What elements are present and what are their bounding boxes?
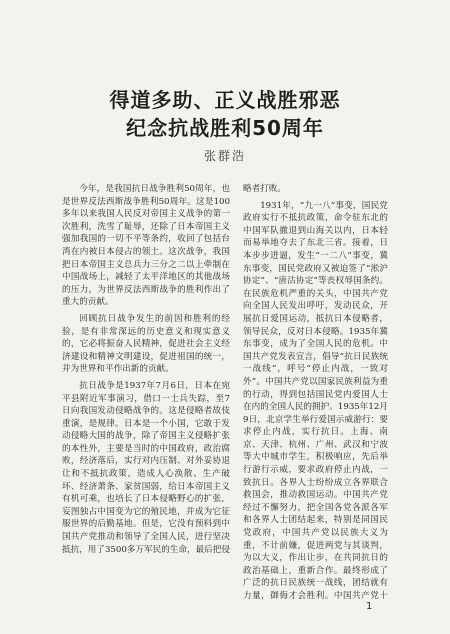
left-column — [62, 183, 230, 603]
paragraph: 抗日战争是1937年7月6日，日本在宛平县附近军事演习，借口一士兵失踪，至7日向我国发动侵略战争的。这是侵略者故伎重演，是规律。日本是一个小国，它敢于发动侵略大国的战争，除了帝国主义侵略扩张的本性外，主要是当时的中国政府，政治腐败，经济落后，实行对内压制、对外妥协退让和不抵抗政策，造成人心涣散、生产破坏、经济萧条、家贫国弱，给日本帝国主义有机可乘，也培长了日本侵略野心的扩张，妄图独占中国变为它的殖民地，并成为它征服世界的后勤基地。但是，它没有预料到中国共产党推动和领导了全国人民，进行坚决抵抗，用了3500多万军民的生命，最后把侵 — [62, 380, 230, 555]
paragraph: 1931年，“九一八”事变，国民党政府实行不抵抗政策，命令驻东北的中国军队撤退到山海关以内，日本轻而易举地夺去了东北三省。接着，日本步步进逼，发生“一二八”事变，冀东事变，国民党政府又被迫签了“淞沪协定”、“唐沽协定”等丧权辱国条约。在民族危机严重的关头，中国共产党向全国人民发出呼吁，发动民众，开展抗日爱国运动，抵抗日本侵略者，领导民众，反对日本侵略。1935年冀东事变，成为了全国人民的危机。中国共产党发表宣言，倡导“抗日民族统一战线”，呼号“停止内战，一致对外”。中国共产党以国家民族利益为重的行动，得到包括国民党内爱国人士在内的全国人民的拥护。1935年12月9日，北京学生举行爱国示威游行：要求停止内战，实行抗日。上海、南京、天津、杭州、广州、武汉和宁波等大中城市学生，积极响应，先后举行游行示威，要求政府停止内战，一致抗日。各界人士纷纷成立各界联合救国会，推动救国运动。中国共产党经过不懈努力，把全国各党各派各军和各界人士团结起来，特别是同国民党政府，中国共产党以民族大义为重，不计前嫌，促进两党与其谈判，为以大义，作出让步，在共同抗日的政治基础上，重新合作。最终形成了广泛的抗日民族统一战线，团结就有力量，御侮才会胜利。中国共产党十 — [243, 200, 388, 601]
title-line-1: 得道多助、正义战胜邪恶 — [109, 88, 341, 112]
paragraph: 回顾抗日战争发生的前因和胜利的经验，是有非常深远的历史意义和现实意义的，它必将振奋人民精神，促进社会主义经济建设和精神文明建设，促进祖国的统一，并为世界和平作出新的贡献。 — [62, 313, 230, 375]
page-number: 1 — [366, 601, 373, 612]
paragraph: 今年，是我国抗日战争胜利50周年，也是世界反法西斯战争胜利50周年。这是100多年以来我国人民反对帝国主义战争的第一次胜利，洗雪了耻辱，还除了日本帝国主义强加我国的一切不平等条约，收回了包括台湾在内被日本侵占的领土。这次战争，我国把日本帝国主义总兵力三分之二以上牵制在中国战场上，减轻了太平洋地区的其他战场的压力，为世界反法西斯战争的胜利作出了重大的贡献。 — [62, 184, 230, 308]
title-line-2: 纪念抗战胜利50周年 — [126, 116, 324, 140]
paragraph-continued: 略者打败。 — [243, 184, 286, 194]
author-name: 张群浩 — [203, 149, 246, 163]
right-column — [243, 183, 388, 603]
